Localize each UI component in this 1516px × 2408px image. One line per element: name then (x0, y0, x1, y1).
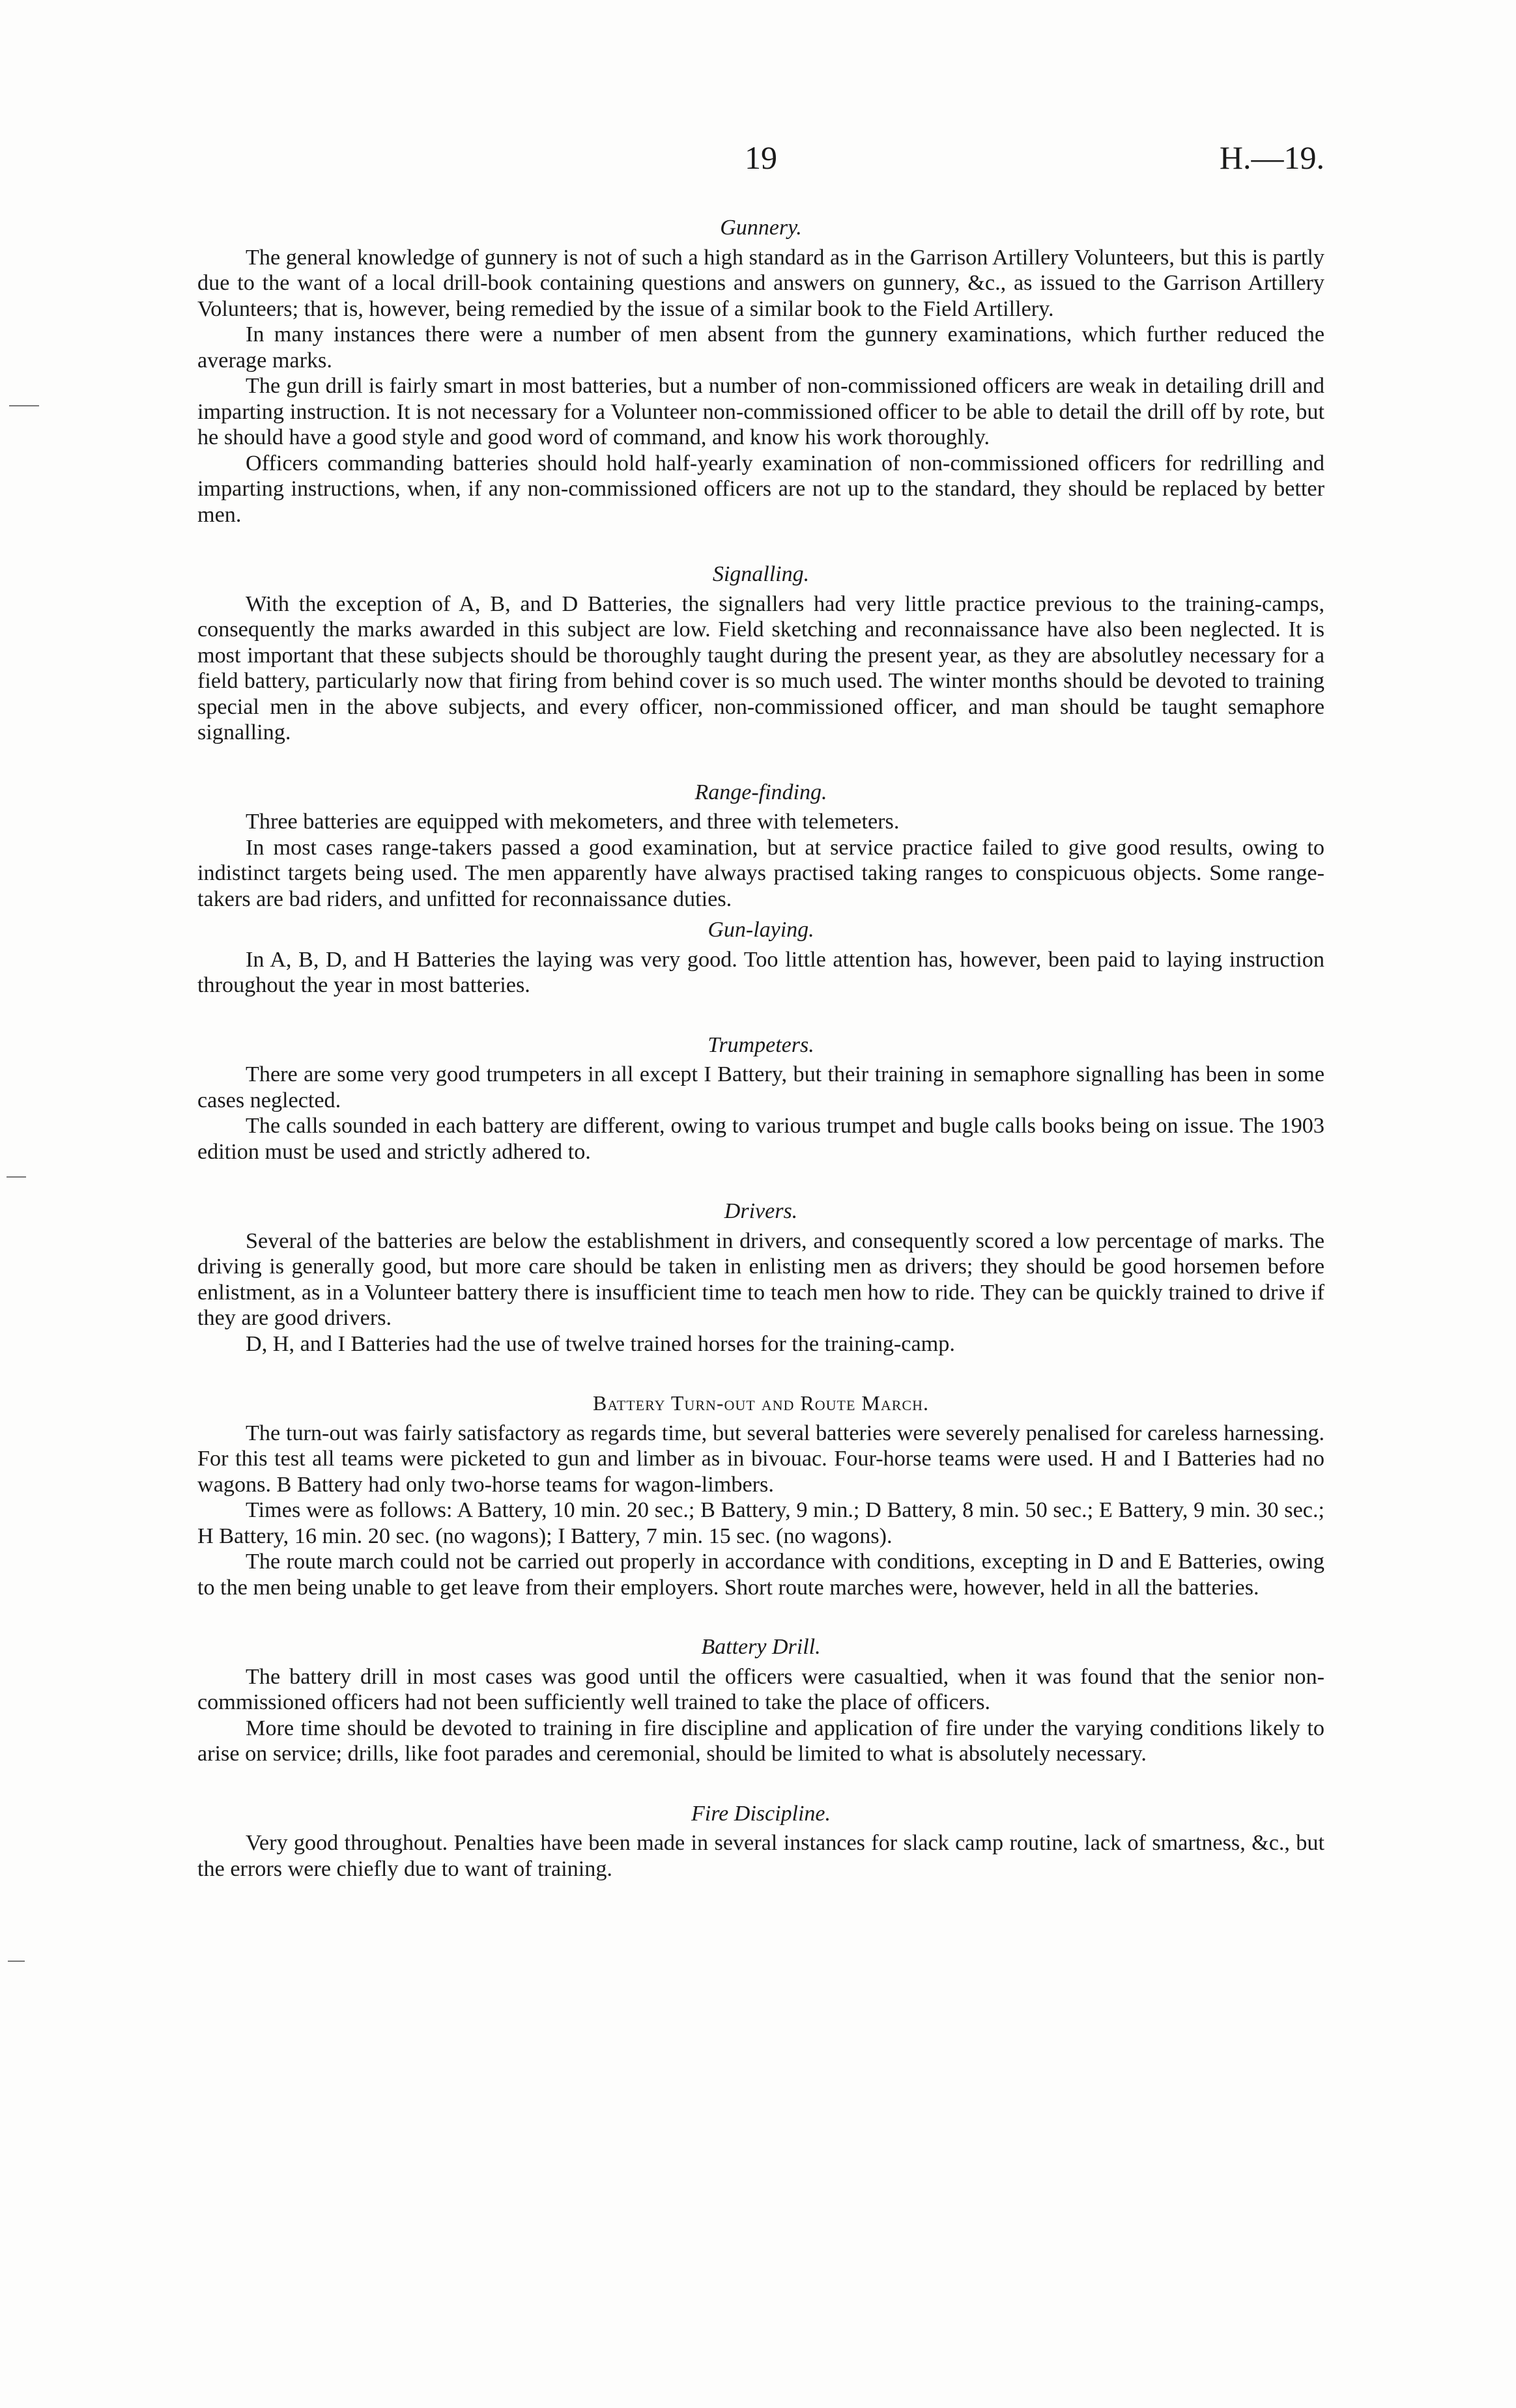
paragraph: The turn-out was fairly satisfactory as regards time, but several batteries were severely penalised for careless harnessing. For this test all teams were picketed to gun and limber as in bivouac. Four-horse teams were used. H and I Batteries had no wagons. B Battery had only two-horse teams for wagon-limbers. (197, 1421, 1324, 1497)
paragraph: Several of the batteries are below the establishment in drivers, and consequently scored a low percentage of marks. The driving is generally good, but more care should be taken in enlisting men as drivers; they should be good horsemen before enlistment, as in a Volunteer battery there is insufficient time to teach men how to ride. They can be quickly trained to drive if they are good drivers. (197, 1228, 1324, 1330)
paragraph: The route march could not be carried out properly in accordance with conditions, excepting in D and E Batteries, owing to the men being unable to get leave from their employers. Short route marches were, however, held in all the batteries. (197, 1550, 1324, 1600)
paragraph: There are some very good trumpeters in all except I Battery, but their training in semaphore signalling has been in some cases neglected. (197, 1062, 1324, 1112)
paragraph: The battery drill in most cases was good until the officers were casualtied, when it was found that the senior non-commissioned officers had not been sufficiently well trained to take the place of officers. (197, 1664, 1324, 1714)
margin-mark (8, 1961, 25, 1962)
paragraph: With the exception of A, B, and D Batteries, the signallers had very little practice previous to the training-camps, consequently the marks awarded in this subject are low. Field sketching and reconnaissance have also been neglected. It is most important that these subjects should be thoroughly taught during the present year, as they are absolutley necessary for a field battery, particularly now that firing from behind cover is so much used. The winter months should be devoted to training special men in the above subjects, and every officer, non-commissioned officer, and man should be taught semaphore signalling. (197, 591, 1324, 744)
paragraph: Three batteries are equipped with mekometers, and three with telemeters. (246, 810, 900, 834)
margin-mark (9, 405, 39, 406)
paragraph: In A, B, D, and H Batteries the laying was very good. Too little attention has, however, been paid to laying instruction throughout the year in most batteries. (197, 947, 1324, 997)
margin-mark (7, 1176, 26, 1178)
section-trumpeters (197, 1032, 1324, 1165)
paragraph: D, H, and I Batteries had the use of twelve trained horses for the training-camp. (246, 1331, 955, 1356)
paragraph: Officers commanding batteries should hold half-yearly examination of non-commissioned officers for redrilling and imparting instructions, when, if any non-commissioned officers are not up to the standard, they should be replaced by better men. (197, 451, 1324, 527)
section-title: Fire Discipline. (691, 1801, 831, 1826)
section-title: Range-finding. (694, 780, 827, 804)
section-battery-turn-out (197, 1391, 1324, 1600)
paragraph: Very good throughout. Penalties have been made in several instances for slack camp routine, lack of smartness, &c., but the errors were chiefly due to want of training. (197, 1831, 1324, 1881)
section-gunnery (197, 215, 1324, 528)
paragraph: Times were as follows: A Battery, 10 min. 20 sec.; B Battery, 9 min.; D Battery, 8 min. 50 sec.; E Battery, 9 min. 30 sec.; H Battery, 16 min. 20 sec. (no wagons); I Battery, 7 min. 15 sec. (no wagons). (197, 1498, 1324, 1548)
paragraph: More time should be devoted to training in fire discipline and application of fire under the varying conditions likely to arise on service; drills, like foot parades and ceremonial, should be limited to what is absolutely necessary. (197, 1716, 1324, 1766)
section-signalling (197, 561, 1324, 746)
document-body (197, 215, 1324, 1882)
section-title: Signalling. (712, 562, 810, 586)
section-title: Drivers. (724, 1199, 798, 1223)
section-drivers (197, 1198, 1324, 1357)
section-title: Gunnery. (720, 216, 802, 240)
section-fire-discipline (197, 1801, 1324, 1882)
section-gun-laying (197, 917, 1324, 999)
section-title: Battery Drill. (701, 1635, 821, 1659)
paragraph: In many instances there were a number of men absent from the gunnery examinations, which further reduced the average marks. (197, 322, 1324, 373)
page-number: 19 (745, 139, 777, 176)
paragraph: In most cases range-takers passed a good examination, but at service practice failed to give good results, owing to indistinct targets being used. The men apparently have always practised taking ranges to conspicuous objects. Some range-takers are bad riders, and unfitted for reconnaissance duties. (197, 835, 1324, 911)
paragraph: The calls sounded in each battery are different, owing to various trumpet and bugle calls books being on issue. The 1903 edition must be used and strictly adhered to. (197, 1114, 1324, 1164)
paragraph: The general knowledge of gunnery is not of such a high standard as in the Garrison Artillery Volunteers, but this is partly due to the want of a local drill-book containing questions and answers on gunnery, &c., as issued to the Garrison Artillery Volunteers; that is, however, being remedied by the issue of a similar book to the Field Artillery. (197, 245, 1324, 321)
page-reference: H.—19. (1219, 139, 1324, 176)
section-battery-drill (197, 1634, 1324, 1767)
section-title: Gun-laying. (708, 918, 814, 942)
page-header (197, 138, 1324, 190)
section-range-finding (197, 780, 1324, 913)
paragraph: The gun drill is fairly smart in most batteries, but a number of non-commissioned officers are weak in detailing drill and imparting instruction. It is not necessary for a Volunteer non-commissioned officer to be able to detail the drill off by rote, but he should have a good style and good word of command, and know his work thoroughly. (197, 374, 1324, 449)
section-title: Trumpeters. (708, 1032, 814, 1057)
section-title: Battery Turn-out and Route March. (593, 1391, 929, 1415)
